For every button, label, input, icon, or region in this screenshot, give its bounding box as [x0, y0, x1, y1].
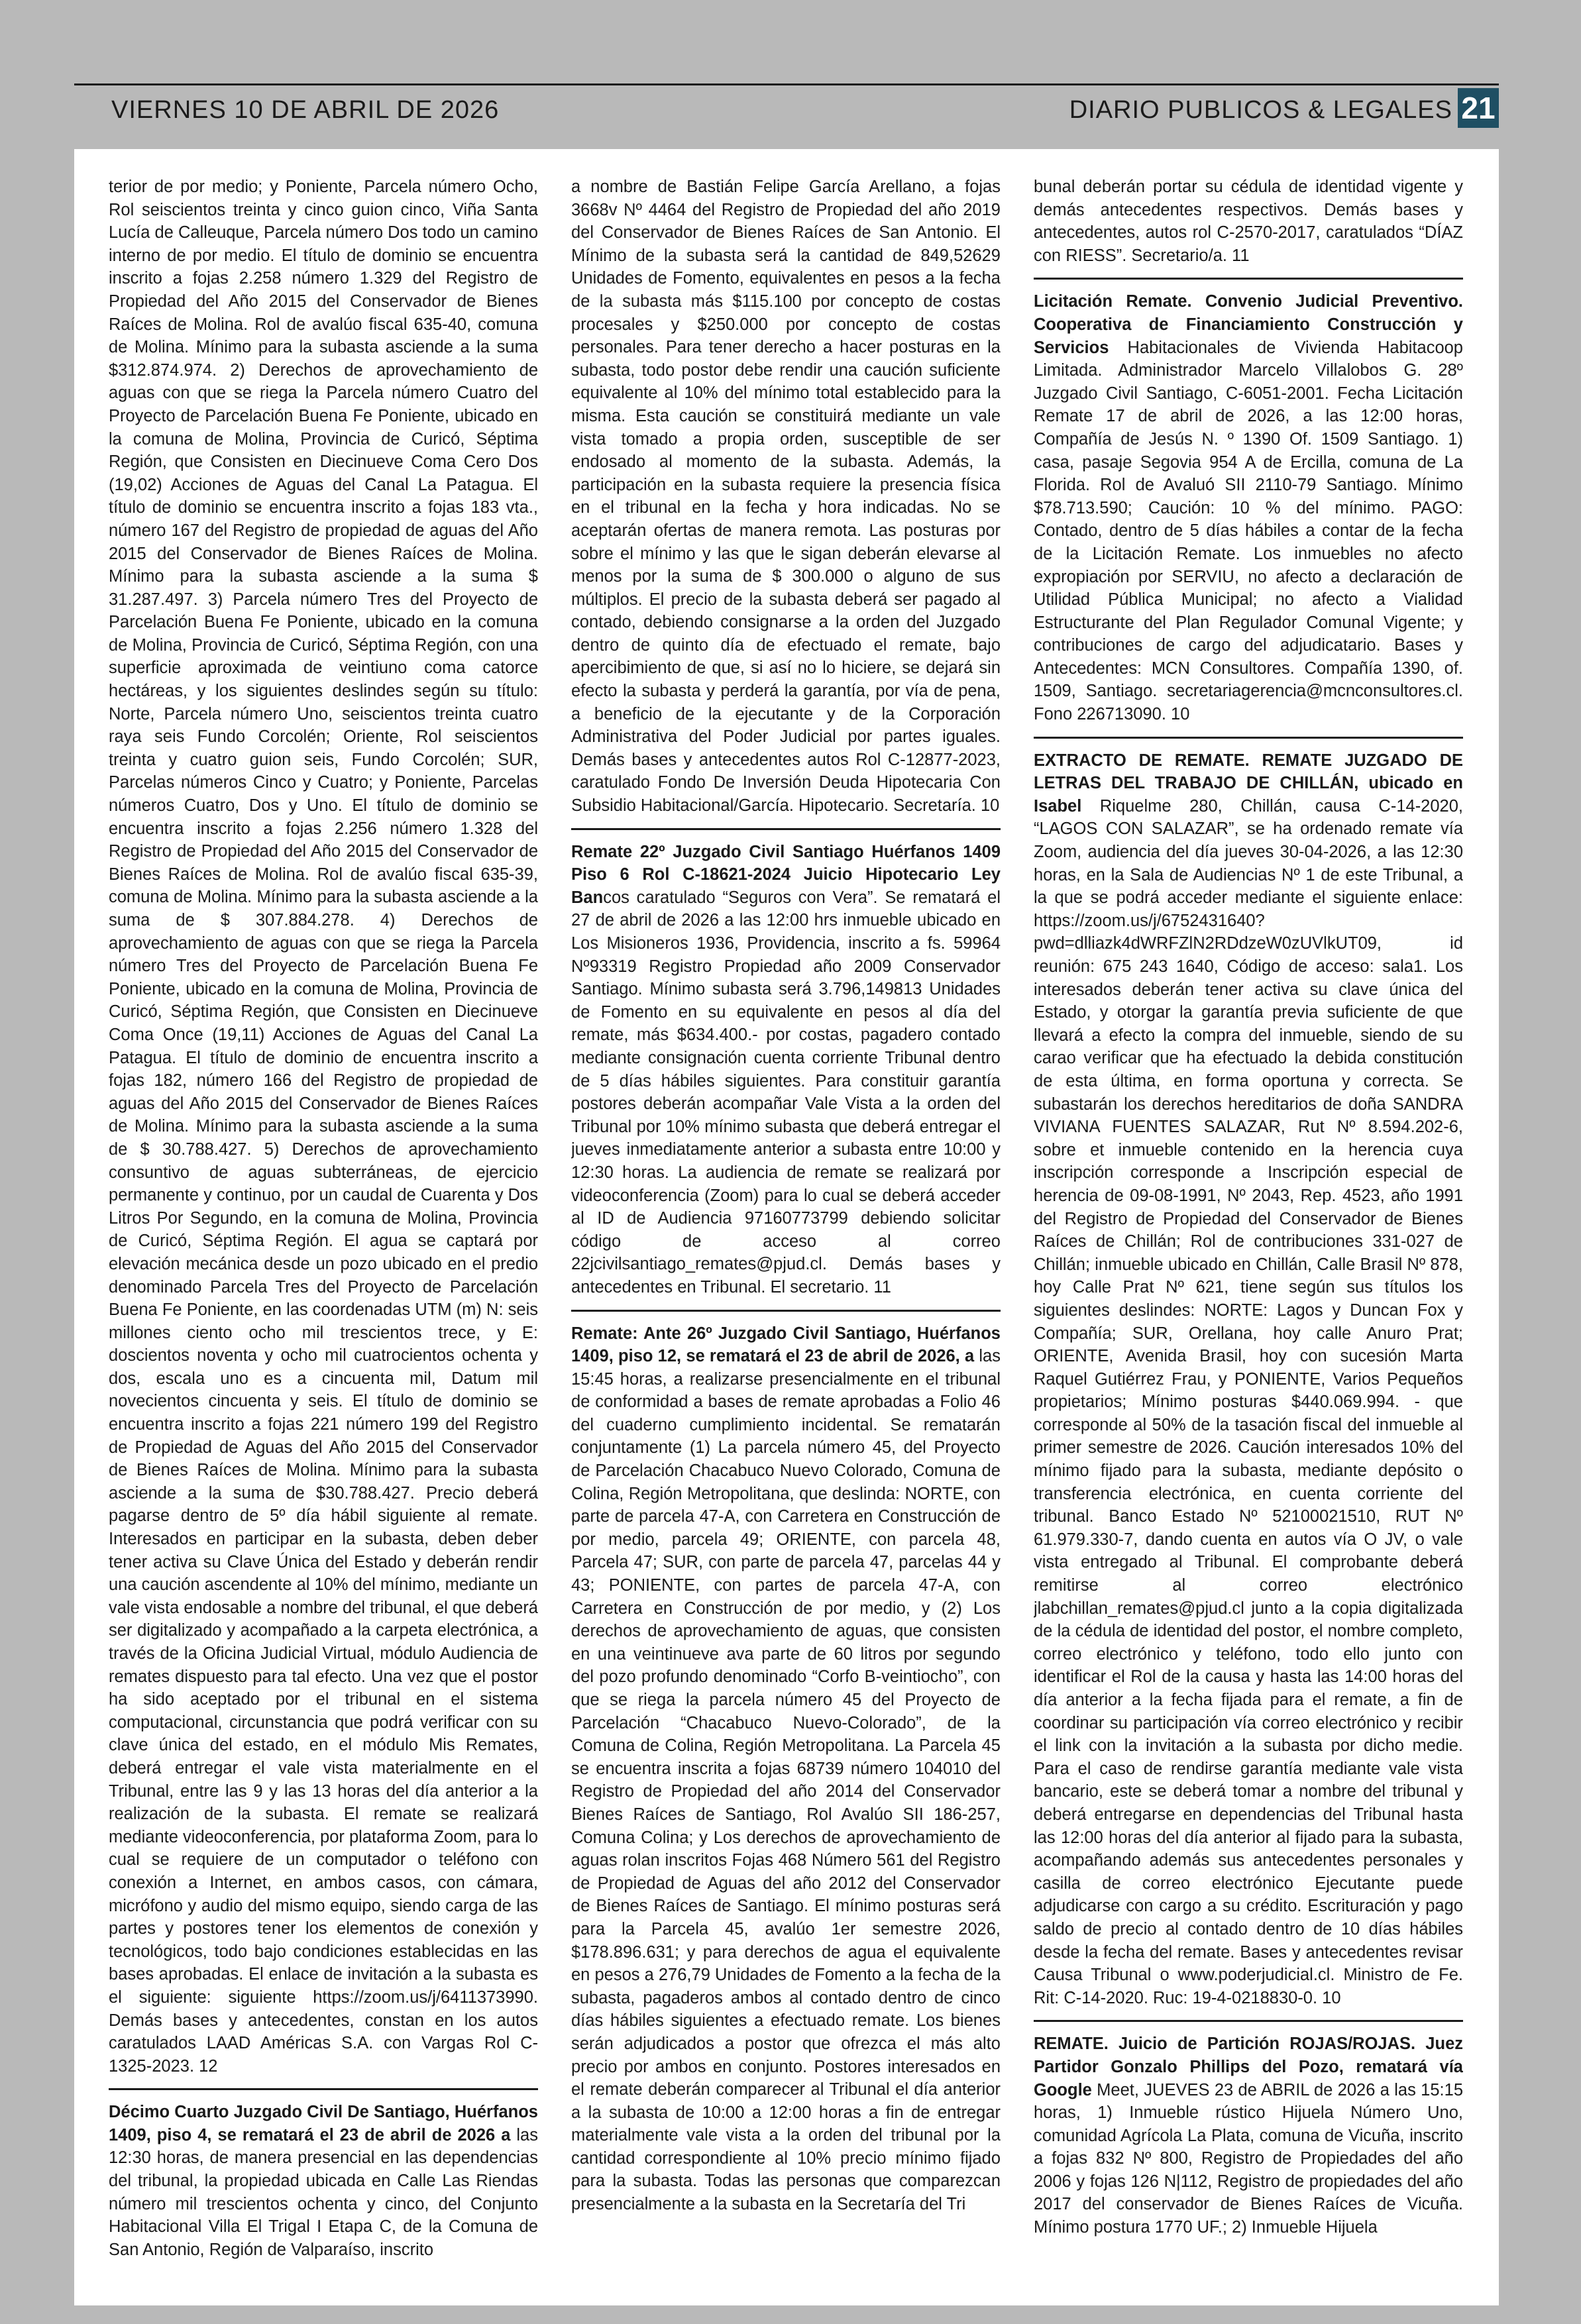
header-date: VIERNES 10 DE ABRIL DE 2026	[111, 96, 500, 124]
notice	[571, 1322, 1001, 2216]
column-2	[571, 176, 1001, 2296]
notice-heading: Décimo Cuarto Juzgado Civil De Santiago, Huérfanos 1409, piso 4, se rematará el 23 de abril de 2026 a	[109, 2103, 538, 2144]
notice-divider	[571, 828, 1001, 830]
page-header	[74, 83, 1499, 133]
notice-paragraph	[571, 1322, 1001, 2216]
notice-text: las 15:45 horas, a realizarse presencialmente en el tribunal de conformidad a bases de remate aprobadas a Folio 46 del cuaderno cumplimiento incidental. Se rematarán conjuntamente (1) La parcela número 45, del Proyecto de Parcelación Chacabuco Nuevo Colorado, Comuna de Colina, Región Metropolitana, que deslinda: NORTE, con parte de parcela 47-A, con Carretera en Construcción de por medio, parcela 49; ORIENTE, con parcela 48, Parcela 47; SUR, con parte de parcela 47, parcelas 44 y 43; PONIENTE, con partes de parcela 47-A, con Carretera en Construcción de por medio, y (2) Los derechos de aprovechamiento de aguas, que consisten en una veintinueve ava parte de 60 litros por segundo del pozo profundo denominado “Corfo B-veintiocho”, con que se riega la parcela número 45 del Proyecto de Parcelación “Chacabuco Nuevo-Colorado”, de la Comuna de Colina, Región Metropolitana. La Parcela 45 se encuentra inscrita a fojas 68739 número 104010 del Registro de Propiedad del año 2014 del Conservador Bienes Raíces de Santiago, Rol Avalúo SII 186-257, Comuna Colina; y Los derechos de aprovechamiento de aguas rolan inscritos Fojas 468 Número 561 del Registro de Propiedad de Aguas del año 2012 del Conservador de Bienes Raíces de Santiago. El mínimo posturas será para la Parcela 45, avalúo 1er semestre 2026, $178.896.631; y para derechos de agua el equivalente en pesos a 276,79 Unidades de Fomento a la fecha de la subasta, pagaderos ambos al contado dentro de cinco días hábiles siguientes a efectuado remate. Los bienes serán adjudicados a postor que ofrezca el más alto precio por ambos en conjunto. Postores interesados en el remate deberán comparecer al Tribunal el día anterior a la subasta de 10:00 a 12:00 horas a fin de entregar materialmente vale vista a la orden del tribunal por la cantidad correspondiente al 10% precio mínimo fijado para la subasta. Todas las personas que comparezcan presencialmente a la subasta en la Secretaría del Tri	[571, 1347, 1001, 2214]
notice	[571, 841, 1001, 1299]
notice-divider	[1034, 2020, 1463, 2022]
notice-paragraph	[571, 841, 1001, 1299]
notice	[1034, 2033, 1463, 2239]
notice-text: Meet, JUEVES 23 de ABRIL de 2026 a las 15:15 horas, 1) Inmueble rústico Hijuela Número Uno, comunidad Agrícola La Plata, comuna de Vicuña, inscrito a fojas 832 Nº 800, Registro de Propiedades del año 2006 y fojas 126 N|112, Registro de propiedades del año 2017 del conservador de Bienes Raíces de Vicuña. Mínimo postura 1770 UF.; 2) Inmueble Hijuela	[1034, 2080, 1463, 2237]
notice-text: bunal deberán portar su cédula de identidad vigente y demás antecedentes respectivos. Demás bases y antecedentes, autos rol C-2570-2017, caratulados “DÍAZ con RIESS”. Secretario/a. 11	[1034, 178, 1463, 265]
page-number-badge: 21	[1458, 88, 1499, 128]
notice-continued	[109, 176, 538, 2078]
newspaper-title: DIARIO PUBLICOS & LEGALES	[1069, 96, 1452, 124]
notice-text: Riquelme 280, Chillán, causa C-14-2020, “LAGOS CON SALAZAR”, se ha ordenado remate vía Zoom, audiencia del día jueves 30-04-2026, a las 12:30 horas, en la Sala de Audiencias Nº 1 de este Tribunal, a la que se podrá acceder mediante el siguiente enlace: https://zoom.us/j/6752431640?pwd=dlliazk4dWRFZlN2RDdzeW0zUVlkUT09, id reunión: 675 243 1640, Código de acceso: sala1. Los interesados deberán tener activa su clave única del Estado, y otorgar la garantía previa suficiente de que llevará a efecto la compra del inmueble, siendo de su carao verificar que ha efectuado la debida constitución de esta última, en forma oportuna y correcta. Se subastarán los derechos hereditarios de doña SANDRA VIVIANA FUENTES SALAZAR, Rut Nº 8.594.202-6, sobre et inmueble contenido en la herencia cuya inscripción corresponde a Inscripción especial de herencia de 09-08-1991, Nº 2043, Rep. 4523, año 1991 del Registro de Propiedad del Conservador de Bienes Raíces de Chillán; Rol de contribuciones 331-027 de Chillán; inmueble ubicado en Chillán, Calle Brasil Nº 878, hoy Calle Prat Nº 621, tiene según sus títulos los siguientes deslindes: NORTE: Lagos y Duncan Fox y Compañía; SUR, Orellana, hoy calle Anuro Prat; ORIENTE, Avenida Brasil, hoy con sucesión Marta Raquel Gutiérrez Frau, y PONIENTE, Varios Pequeños propietarios; Mínimo posturas $440.069.994. - que corresponde al 50% de la tasación fiscal del inmueble al primer semestre de 2026. Caución interesados 10% del mínimo fijado para la subasta, mediante depósito o transferencia electrónica, en cuenta corriente del tribunal. Banco Estado Nº 52100021510, RUT Nº 61.979.330-7, dando cuenta en autos vía O JV, o vale vista entregado al Tribunal. El comprobante deberá remitirse al correo electrónico jlabchillan_remates@pjud.cl junto a la copia digitalizada de la cédula de identidad del postor, el nombre completo, correo electrónico y teléfono, todo ello junto con identificar el Rol de la causa y hasta las 14:00 horas del día anterior a la fecha fijada para el remate, a fin de coordinar su participación vía correo electrónico y recibir el link con la invitación a la subasta por dicho medie. Para el caso de rendirse garantía mediante vale vista bancario, este se deberá tomar a nombre del tribunal y deberá entregarse en dependencias del Tribunal hasta las 12:00 horas del día anterior al fijado para la subasta, acompañando además sus antecedentes personales y casilla de correo electrónico Ejecutante puede adjudicarse con cargo a su crédito. Escrituración y pago saldo de precio al contado dentro de 10 días hábiles desde la fecha del remate. Bases y antecedentes revisar Causa Tribunal o www.poderjudicial.cl. Ministro de Fe. Rit: C-14-2020. Ruc: 19-4-0218830-0. 10	[1034, 796, 1463, 2007]
notice-text: las 12:30 horas, de manera presencial en las dependencias del tribunal, la propiedad ubicada en Calle Las Riendas número mil trescientos ochenta y cinco, del Conjunto Habitacional Villa El Trigal I Etapa C, de la Comuna de San Antonio, Región de Valparaíso, inscrito	[109, 2125, 538, 2259]
notice	[1034, 290, 1463, 725]
notice-divider	[571, 1310, 1001, 1312]
notice-paragraph	[1034, 2033, 1463, 2239]
notice-heading: Licitación Remate. Convenio Judicial Preventivo. Cooperativa de Financiamiento Construcción y Servicios	[1034, 292, 1463, 357]
notice-heading: EXTRACTO DE REMATE. REMATE JUZGADO DE LETRAS DEL TRABAJO DE CHILLÁN, ubicado en Isabel	[1034, 751, 1463, 816]
notice	[1034, 749, 1463, 2010]
notice-divider	[1034, 278, 1463, 280]
notice-paragraph	[1034, 749, 1463, 2010]
notice-paragraph	[109, 2101, 538, 2261]
notice	[109, 2101, 538, 2261]
notice-heading: Remate 22º Juzgado Civil Santiago Huérfanos 1409 Piso 6 Rol C-18621-2024 Juicio Hipotecario Ley Ban	[571, 842, 1001, 907]
notice-heading: Remate: Ante 26º Juzgado Civil Santiago, Huérfanos 1409, piso 12, se rematará el 23 de abril de 2026, a	[571, 1324, 1001, 1366]
column-1	[109, 176, 538, 2296]
column-3	[1034, 176, 1463, 2296]
notice-divider	[109, 2088, 538, 2090]
notice-continued	[571, 176, 1001, 818]
notice-paragraph	[1034, 290, 1463, 725]
notice-text: terior de por medio; y Poniente, Parcela número Ocho, Rol seiscientos treinta y cinco guion cinco, Viña Santa Lucía de Calleuque, Parcela número Dos todo un camino interno de por medio. El título de dominio se encuentra inscrito a fojas 2.258 número 1.329 del Registro de Propiedad del Año 2015 del Conservador de Bienes Raíces de Molina. Rol de avalúo fiscal 635-40, comuna de Molina. Mínimo para la subasta asciende a la suma $312.874.974. 2) Derechos de aprovechamiento de aguas con que se riega la Parcela número Cuatro del Proyecto de Parcelación Buena Fe Poniente, ubicado en la comuna de Molina, Provincia de Curicó, Séptima Región, que Consisten en Diecinueve Coma Cero Dos (19,02) Acciones de Aguas del Canal La Patagua. El título de dominio se encuentra inscrito a fojas 183 vta., número 167 del Registro de propiedad de aguas del Año 2015 del Conservador de Bienes Raíces de Molina. Mínimo para la subasta asciende a la suma $ 31.287.497. 3) Parcela número Tres del Proyecto de Parcelación Buena Fe Poniente, ubicado en la comuna de Molina, Provincia de Curicó, Séptima Región, con una superficie aproximada de veintiuno coma catorce hectáreas, y los siguientes deslindes según su título: Norte, Parcela número Uno, seiscientos treinta cuatro raya seis Fundo Corcolén; Oriente, Rol seiscientos treinta y cuatro guion seis, Fundo Corcolén; SUR, Parcelas números Cinco y Cuatro; y Poniente, Parcelas números Cuatro, Dos y Uno. El título de dominio se encuentra inscrito a fojas 2.256 número 1.328 del Registro de Propiedad del Año 2015 del Conservador de Bienes Raíces de Molina. Rol de avalúo fiscal 635-39, comuna de Molina. Mínimo para la subasta asciende a la suma de $ 307.884.278. 4) Derechos de aprovechamiento de aguas con que se riega la Parcela número Tres del Proyecto de Parcelación Buena Fe Poniente, ubicado en la comuna de Molina, Provincia de Curicó, Séptima Región, que Consisten en Diecinueve Coma Once (19,11) Acciones de Aguas del Canal La Patagua. El título de dominio de encuentra inscrito a fojas 182, número 166 del Registro de propiedad de aguas del Año 2015 del Conservador de Bienes Raíces de Molina. Mínimo para la subasta asciende a la suma de $ 30.788.427. 5) Derechos de aprovechamiento consuntivo de aguas subterráneas, de ejercicio permanente y continuo, por un caudal de Cuarenta y Dos Litros Por Segundo, en la comuna de Molina, Provincia de Curicó, Séptima Región. El agua se captará por elevación mecánica desde un pozo ubicado en el predio denominado Parcela Tres del Proyecto de Parcelación Buena Fe Poniente, en las coordenadas UTM (m) N: seis millones ciento ocho mil trescientos trece, y E: doscientos noventa y ocho mil cuatrocientos ochenta y dos, escala uno es a cincuenta mil, Datum mil novecientos cincuenta y seis. El título de dominio se encuentra inscrito a fojas 221 número 199 del Registro de Propiedad de Aguas del Año 2015 del Conservador de Bienes Raíces de Molina. Mínimo para la subasta asciende a la suma de $30.788.427. Precio deberá pagarse dentro de 5º día hábil siguiente al remate. Interesados en participar en la subasta, deben deber tener activa su Clave Única del Estado y deberán rendir una caución ascendente al 10% del mínimo, mediante un vale vista endosable a nombre del tribunal, el que deberá ser digitalizado y acompañado a la carpeta electrónica, a través de la Oficina Judicial Virtual, módulo Audiencia de remates dispuesto para tal efecto. Una vez que el postor ha sido aceptado por el tribunal en el sistema computacional, circunstancia que podrá verificar con su clave única del estado, en el módulo Mis Remates, deberá entregar el vale vista materialmente en el Tribunal, entre las 9 y las 13 horas del día anterior a la realización de la subasta. El remate se realizará mediante videoconferencia, por plataforma Zoom, para lo cual se requiere de un computador o teléfono con conexión a Internet, en ambos casos, con cámara, micrófono y audio del mismo equipo, siendo carga de las partes y postores tener los elementos de conexión y tecnológicos, todo bajo condiciones establecidas en las bases aprobadas. El enlace de invitación a la subasta es el siguiente: siguiente https://zoom.us/j/6411373990. Demás bases y antecedentes, constan en los autos caratulados LAAD Américas S.A. con Vargas Rol C-1325-2023. 12	[109, 178, 538, 2076]
notice-heading: REMATE. Juicio de Partición ROJAS/ROJAS. Juez Partidor Gonzalo Phillips del Pozo, rematará vía Google	[1034, 2034, 1463, 2099]
notice-continued	[1034, 176, 1463, 267]
notice-text: cos caratulado “Seguros con Vera”. Se rematará el 27 de abril de 2026 a las 12:00 hrs inmueble ubicado en Los Misioneros 1936, Providencia, inscrito a fs. 59964 Nº93319 Registro Propiedad año 2009 Conservador Santiago. Mínimo subasta será 3.796,149813 Unidades de Fomento en su equivalente en pesos al día del remate, más $634.400.- por costas, pagadero contado mediante consignación cuenta corriente Tribunal dentro de 5 días hábiles siguientes. Para constituir garantía postores deberán acompañar Vale Vista a la orden del Tribunal por 10% mínimo subasta que deberá entregar el jueves inmediatamente anterior a subasta entre 10:00 y 12:30 horas. La audiencia de remate se realizará por videoconferencia (Zoom) para lo cual se deberá acceder al ID de Audiencia 97160773799 debiendo solicitar código de acceso al correo 22jcivilsantiago_remates@pjud.cl. Demás bases y antecedentes en Tribunal. El secretario. 11	[571, 888, 1001, 1296]
notice-divider	[1034, 737, 1463, 739]
notice-text: Habitacionales de Vivienda Habitacoop Limitada. Administrador Marcelo Villalobos G. 28º Juzgado Civil Santiago, C-6051-2001. Fecha Licitación Remate 17 de abril de 2026, a las 12:00 horas, Compañía de Jesús N. º 1390 Of. 1509 Santiago. 1) casa, pasaje Segovia 954 A de Ercilla, comuna de La Florida. Rol de Avaluó SII 2110-79 Santiago. Mínimo $78.713.590; Caución: 10 % del mínimo. PAGO: Contado, dentro de 5 días hábiles a contar de la fecha de la Licitación Remate. Los inmuebles no afecto expropiación por SERVIU, no afecto a declaración de Utilidad Pública Municipal; no afecto a Vialidad Estructurante del Plan Regulador Comunal Vigente; y contribuciones de cargo del adjudicatario. Bases y Antecedentes: MCN Consultores. Compañía 1390, of. 1509, Santiago. secretariagerencia@mcnconsultores.cl. Fono 226713090. 10	[1034, 338, 1463, 724]
notice-text: a nombre de Bastián Felipe García Arellano, a fojas 3668v Nº 4464 del Registro de Propiedad del año 2019 del Conservador de Bienes Raíces de San Antonio. El Mínimo de la subasta será la cantidad de 849,52629 Unidades de Fomento, equivalentes en pesos a la fecha de la subasta más $115.100 por concepto de costas procesales y $250.000 por concepto de costas personales. Para tener derecho a hacer posturas en la subasta, todo postor debe rendir una caución suficiente equivalente al 10% del mínimo total establecido para la misma. Esta caución se constituirá mediante un vale vista tomado a propia orden, susceptible de ser endosado al momento de la subasta. Además, la participación en la subasta requiere la presencia física en el tribunal en la fecha y hora indicadas. No se aceptarán ofertas de manera remota. Las posturas por sobre el mínimo y las que le sigan deberán elevarse al menos por la suma de $ 300.000 o alguno de sus múltiplos. El precio de la subasta deberá ser pagado al contado, debiendo consignarse a la orden del Juzgado dentro de quinto día de efectuado el remate, bajo apercibimiento de que, si así no lo hiciere, se dejará sin efecto la subasta y perderá la garantía, por vía de pena, a beneficio de la ejecutante y de la Corporación Administrativa del Poder Judicial por partes iguales. Demás bases y antecedentes autos Rol C-12877-2023, caratulado Fondo De Inversión Deuda Hipotecaria Con Subsidio Habitacional/García. Hipotecario. Secretaría. 10	[571, 178, 1001, 816]
page-body	[74, 149, 1499, 2305]
